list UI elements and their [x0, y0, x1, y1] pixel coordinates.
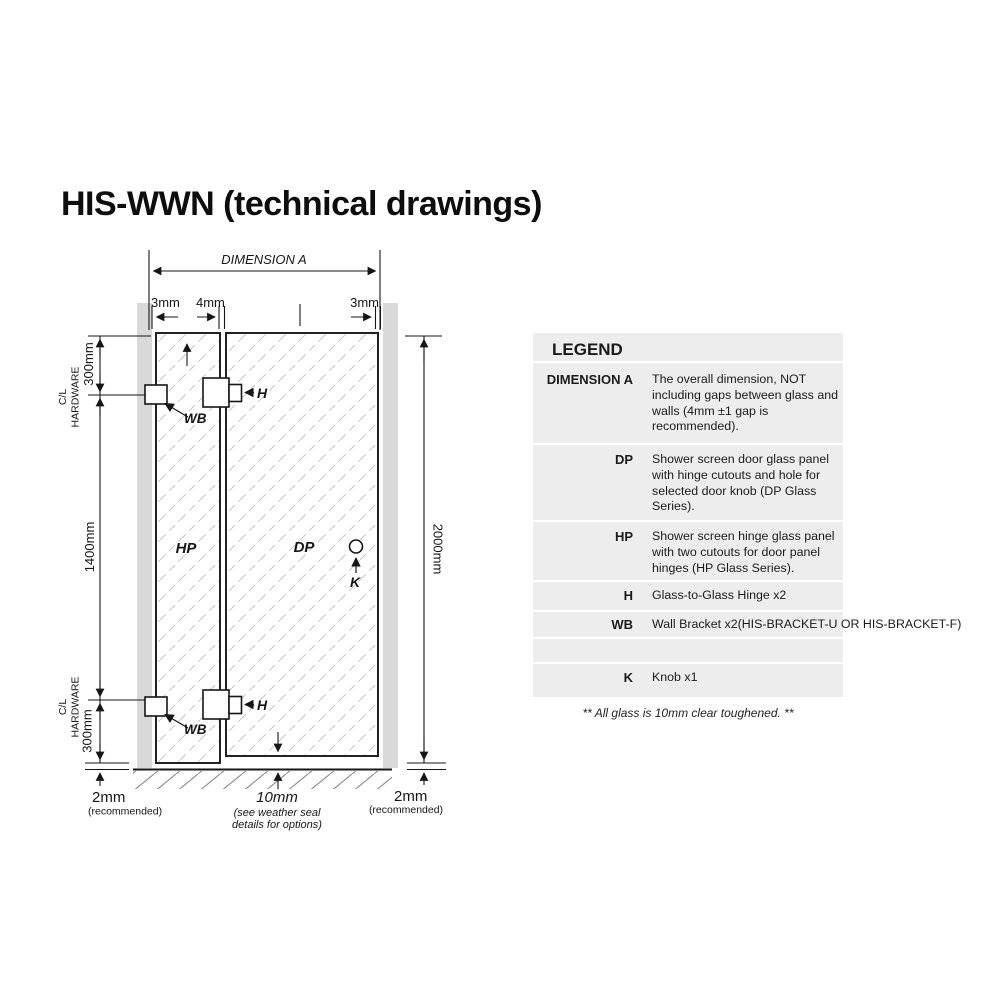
wall-bracket-bottom	[145, 697, 167, 716]
legend-term: HP	[614, 529, 633, 544]
legend-desc: Wall Bracket x2(HIS-BRACKET-U OR HIS-BRACKET-F)	[652, 617, 962, 631]
legend-desc: Glass-to-Glass Hinge x2	[652, 588, 787, 602]
wall-bracket-top	[145, 385, 167, 404]
legend-footnote: ** All glass is 10mm clear toughened. **	[582, 706, 794, 720]
gap-dimension-lines	[152, 304, 381, 329]
hinge-bottom-tab	[229, 697, 242, 714]
legend-row-h	[533, 580, 843, 610]
legend-term: H	[623, 588, 633, 603]
cl-hardware-top-line1: C/L	[56, 388, 69, 406]
legend-desc: Knob x1	[652, 670, 698, 684]
hinge-bottom-body	[203, 690, 229, 719]
legend-term: DIMENSION A	[546, 372, 633, 387]
legend-term: DP	[614, 452, 633, 467]
wb-top-label: WB	[184, 411, 207, 426]
legend-desc: Shower screen hinge glass panel with two cutouts for door panel hinges (HP Glass Series).	[652, 529, 835, 575]
dim-300-top: 300mm	[80, 342, 96, 386]
legend-desc	[652, 639, 843, 662]
legend-desc: The overall dimension, NOT including gaps between glass and walls (4mm ±1 gap is recommended).	[652, 372, 838, 434]
floor-left-note: (recommended)	[88, 805, 163, 818]
legend-row-hp	[533, 520, 843, 580]
h-top-label: H	[257, 385, 268, 401]
gap-middle-label: 4mm	[196, 295, 225, 310]
gap-left-label: 3mm	[151, 295, 180, 310]
legend-row-empty	[533, 637, 843, 662]
k-label: K	[350, 574, 361, 590]
floor-left-gap-label: 2mm	[92, 789, 126, 806]
legend-desc: Shower screen door glass panel with hinge cutouts and hole for selected door knob (DP Glass Series).	[652, 452, 830, 514]
legend-panel	[533, 333, 962, 697]
technical-drawing	[40, 240, 500, 850]
cl-hardware-bottom-line1: C/L	[56, 698, 69, 716]
floor-center-note-line1: (see weather seal	[233, 807, 321, 819]
floor-hatch	[133, 771, 392, 789]
dim-1400: 1400mm	[81, 521, 97, 573]
dim-300-bottom: 300mm	[79, 709, 95, 753]
floor-center-note-line2: details for options)	[232, 819, 322, 831]
dp-label: DP	[293, 539, 315, 556]
hp-label: HP	[175, 540, 197, 557]
floor-right-gap-label: 2mm	[394, 788, 428, 805]
legend-term: K	[623, 670, 633, 685]
h-bottom-label: H	[257, 697, 268, 713]
legend-row-wb	[533, 610, 962, 637]
hinge-top-tab	[229, 385, 242, 402]
gap-right-label: 3mm	[350, 295, 379, 310]
wb-bottom-label: WB	[184, 722, 207, 737]
dimension-a-label: DIMENSION A	[221, 252, 307, 267]
knob-circle	[350, 540, 363, 553]
legend-term	[533, 639, 633, 662]
floor-center-gap-label: 10mm	[256, 789, 298, 806]
floor-right-note: (recommended)	[368, 804, 444, 816]
legend-row-k	[533, 662, 843, 697]
page-title: HIS-WWN (technical drawings)	[61, 185, 542, 223]
legend-row-dp	[533, 443, 843, 520]
legend-title: LEGEND	[552, 340, 623, 359]
right-wall	[383, 303, 398, 768]
hinge-top-body	[203, 378, 229, 407]
legend-term: WB	[611, 617, 633, 632]
legend-row-dimension-a	[533, 361, 843, 443]
dim-2000: 2000mm	[430, 523, 446, 575]
cl-hardware-bottom-line2: HARDWARE	[69, 676, 82, 738]
cl-hardware-top-line2: HARDWARE	[69, 366, 82, 428]
